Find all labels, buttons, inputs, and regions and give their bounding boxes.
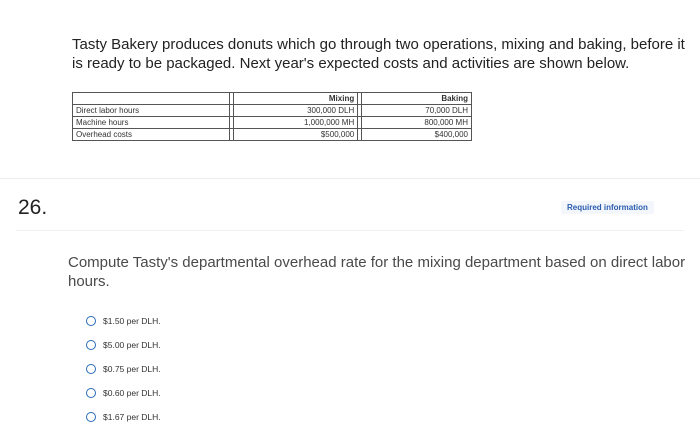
answer-option-d[interactable]: [86, 381, 161, 405]
answer-option-a[interactable]: [86, 309, 161, 333]
radio-button[interactable]: [86, 364, 96, 374]
mixing-value: 1,000,000 MH: [234, 117, 358, 129]
baking-value: 800,000 MH: [362, 117, 472, 129]
row-label: Direct labor hours: [73, 105, 230, 117]
question-text: Compute Tasty's departmental overhead rate for the mixing department based on direct labor hours.: [68, 254, 686, 290]
answer-options: [86, 309, 161, 429]
table-header-row: [73, 93, 472, 105]
answer-option-c[interactable]: [86, 357, 161, 381]
answer-label: $1.50 per DLH.: [103, 316, 161, 326]
answer-option-b[interactable]: [86, 333, 161, 357]
required-information-link[interactable]: Required information: [561, 201, 654, 214]
answer-label: $5.00 per DLH.: [103, 340, 161, 350]
table-header-baking: Baking: [362, 93, 472, 105]
radio-button[interactable]: [86, 316, 96, 326]
answer-label: $0.75 per DLH.: [103, 364, 161, 374]
baking-value: $400,000: [362, 129, 472, 141]
mixing-value: $500,000: [234, 129, 358, 141]
section-divider: [0, 178, 700, 179]
table-row: [73, 117, 472, 129]
question-divider: [16, 230, 684, 231]
table-header-mixing: Mixing: [234, 93, 358, 105]
answer-option-e[interactable]: [86, 405, 161, 429]
radio-button[interactable]: [86, 388, 96, 398]
row-label: Machine hours: [73, 117, 230, 129]
answer-label: $1.67 per DLH.: [103, 412, 161, 422]
baking-value: 70,000 DLH: [362, 105, 472, 117]
mixing-value: 300,000 DLH: [234, 105, 358, 117]
question-number: 26.: [18, 196, 48, 219]
problem-intro: Tasty Bakery produces donuts which go through two operations, mixing and baking, before it is ready to be packaged. Next year's expected costs and activities are shown below.: [72, 36, 685, 72]
table-row: [73, 105, 472, 117]
answer-label: $0.60 per DLH.: [103, 388, 161, 398]
row-label: Overhead costs: [73, 129, 230, 141]
cost-table: [72, 92, 472, 141]
radio-button[interactable]: [86, 340, 96, 350]
problem-panel: [0, 0, 700, 178]
table-row: [73, 129, 472, 141]
table-header-blank: [73, 93, 230, 105]
radio-button[interactable]: [86, 412, 96, 422]
